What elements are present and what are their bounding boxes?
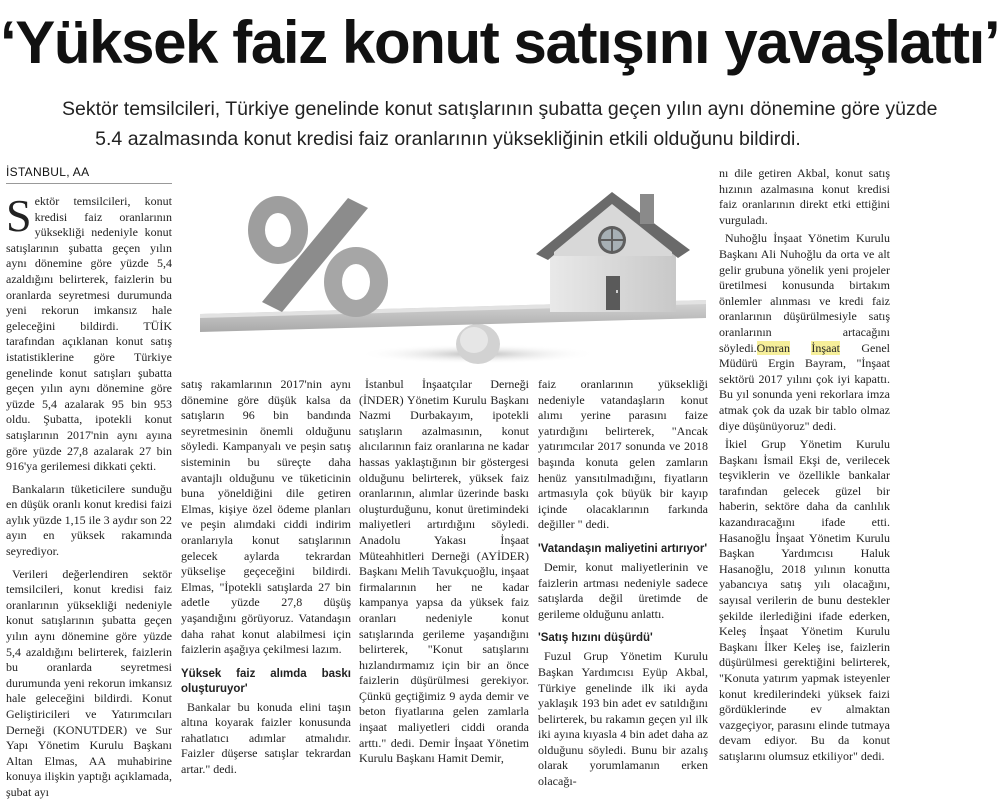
standfirst-line-1: Sektör temsilcileri, Türkiye genelinde konut satışlarının şubatta geçen yılın aynı dönemine göre yüzde bbox=[62, 98, 938, 120]
paragraph: Bankaların tüketicilere sunduğu en düşük oranlı konut kredisi faizi aylık yüzde 1,15 ile 3 aydır son 22 ayın en yüksek rakamında seyrediyor. bbox=[6, 481, 172, 559]
paragraph: Bankalar bu konuda elini taşın altına koyarak faizler konusunda rahatlatıcı adımlar atmalıdır. Faizler düşerse satışlar tekrardan artar." dedi. bbox=[181, 699, 351, 777]
subheading: Yüksek faiz alımda baskı oluşturuyor' bbox=[181, 667, 351, 695]
byline-rule bbox=[6, 183, 172, 184]
drop-cap: S bbox=[6, 190, 32, 241]
article-column-5 bbox=[719, 166, 890, 798]
article-column-3 bbox=[359, 377, 529, 798]
paragraph: İstanbul İnşaatçılar Derneği (İNDER) Yönetim Kurulu Başkanı Nazmi Durbakayım, ipotekli satışların azalmasının, konut alıcılarının faiz oranlarına ne kadar hassas yaklaştığının bir göstergesi olduğunu belirterek, yüksek faiz oranlarının, alımlar üzerinde baskı oluşturduğunu, konut üretimindeki maliyetleri artırdığını söyledi. Anadolu Yakası İnşaat Müteahhitleri Derneği (AYİDER) Başkanı Melih Tavukçuoğlu, inşaat firmalarının her ne kadar kampanya yapsa da yüksek faiz oranları nedeniyle konut satışlarında gerileme yaşandığını belirterek, "Konut satışlarını hızlandırmamız için bir an önce faizlerin düşürülmesi gerekiyor. Çünkü geçtiğimiz 9 ayda demir ve beton fiyatlarına gelen zamlarla inşaat maliyetleri ciddi oranda arttı." dedi. Demir İnşaat Yönetim Kurulu Başkanı Hamit Demir, bbox=[359, 377, 529, 766]
house-icon bbox=[536, 192, 690, 312]
standfirst bbox=[62, 94, 938, 154]
byline: İSTANBUL, AA bbox=[6, 165, 90, 179]
paragraph: Nuhoğlu İnşaat Yönetim Kurulu Başkanı Ali Nuhoğlu da orta ve alt gelir grubuna yönelik yeni projeler üretilmesi konusunda birtakım önlemler alınması ve kredi faiz oranlarının düşürülmesiyle satış oranlarının artacağını söyledi.Omran İnşaat Genel Müdürü Ergin Bayram, "İnşaat sektörü 2017 yılını çok iyi kapattı. Bu yıl sonunda yeni rekorlara imza atmak çok da uzak bir tablo olmaz diye düşünüyoruz" dedi. bbox=[719, 231, 890, 433]
paragraph: Fuzul Grup Yönetim Kurulu Başkan Yardımcısı Eyüp Akbal, Türkiye genelinde ilk iki ayda yaklaşık 193 bin adet ev satıldığını belirterek, bu rakamın geçen yıl ilk iki ayına kıyasla 4 bin adet daha az olduğunu söyledi. Bunu bir azalış olarak yorumlamanın erken olacağı- bbox=[538, 649, 708, 789]
paragraph: Verileri değerlendiren sektör temsilcileri, konut kredisi faiz oranlarının yüksekliği nedeniyle konut satışlarının şubatta geçen yılın aynı dönemine göre yüzde 5,4 azaldığını belirterek, faizlerin bu oranlarda seyretmesi durumunda yeni rekorun imkansız hale geleceğini bildirdi. Konut Geliştiricileri ve Yatırımcıları Derneği (KONUTDER) ve Sur Yapı Yönetim Kurulu Başkanı Altan Elmas, AA muhabirine konuya ilişkin yaptığı açıklamada, şubat ayı bbox=[6, 566, 172, 799]
standfirst-line-2: 5.4 azalmasında konut kredisi faiz oranlarının yüksekliğinin etkili olduğunu bildirdi. bbox=[95, 128, 801, 150]
article-column-4 bbox=[538, 377, 708, 798]
highlighted-text: İnşaat bbox=[811, 340, 840, 355]
paragraph: faiz oranlarının yüksekliği nedeniyle vatandaşların konut alımı yerine parasını faize yatırdığını belirterek, "Ancak yatırımcılar 2017 sonunda ve 2018 başında konuta gelen zamların henüz yansıtılmadığını, fiyatların artmasıyla çok büyük bir kayıp içinde olacaklarının farkında değiller " dedi. bbox=[538, 377, 708, 532]
article-column-1 bbox=[6, 190, 172, 799]
percent-sign-icon bbox=[248, 196, 388, 317]
subheading: 'Vatandaşın maliyetini artırıyor' bbox=[538, 542, 708, 555]
highlighted-text: Omran bbox=[756, 340, 790, 355]
subheading: 'Satış hızını düşürdü' bbox=[538, 632, 653, 645]
paragraph: İkiel Grup Yönetim Kurulu Başkanı İsmail Ekşi de, verilecek teşviklerin ve özellikle bankalar tarafından gelecek güzel bir haberin, sektöre daha da canlılık kazandıracağını ifade etti. Hasanoğlu İnşaat Yönetim Kurulu Başkan Yardımcısı Haluk Hasanoğlu, 2018 yılının konutta yabancıya satış yılı olacağını, sayısal verilerin de bunu destekler şekilde ilerlediğini ifade ederken, Keleş İnşaat Yönetim Kurulu Başkanı İlker Keleş ise, faizlerin düşürülmesi gerektiğini belirterek, "Konuta yatırım yapmak isteyenler konut kredilerindeki yüksek faizi gördüklerinde ev almaktan vazgeçiyor, parasını elinde tutmaya devam ediyor. Bu da konut satışlarını olumsuz etkiliyor" dedi. bbox=[719, 437, 890, 763]
paragraph: satış rakamlarının 2017'nin aynı dönemine göre düşük kalsa da satışların 96 bin bandında seyretmesinin önemli olduğunu söyledi. Kampanyalı ve peşin satış sisteminin bu süreçte daha avantajlı olduğunu ve tüketicinin buna yöneldiğini dile getiren Elmas, kişiye özel ödeme planları ve peşin alımdaki ciddi indirim oranlarıyla konut satışlarının gelecek aylarda tekrardan yükselişe geçeceğini bildirdi. Elmas, "İpotekli satışlarda 27 bin adetle yüzde 27,8 düşüş yaşandığını görüyoruz. Vatandaşın daha rahat konut alabilmesi için faizlerin aşağıya çekilmesi lazım. bbox=[181, 377, 351, 657]
illustration bbox=[178, 172, 723, 366]
headline: ‘Yüksek faiz konut satışını yavaşlattı’ bbox=[0, 9, 999, 76]
paragraph: Sektör temsilcileri, konut kredisi faiz oranlarının yüksekliği nedeniyle konut satışlarının şubatta geçen yılın aynı dönemine göre yüzde 5,4 azaldığını belirterek, faizlerin bu oranlarda seyretmesi durumunda yeni rekorun imkansız hale geleceğini bildirdi. TÜİK tarafından açıklanan konut satış istatistiklerine göre Türkiye genelinde konut satışları şubatta geçen yılın aynı dönemine göre yüzde 5,4 azalarak 95 bin 953 oldu. Şubatta, ipotekli konut satışlarının 2017'nin aynı ayına göre yüzde 27,8 azalarak 27 bin 916'ya gerilemesi dikkati çekti. bbox=[6, 190, 172, 474]
paragraph: nı dile getiren Akbal, konut satış hızının azalmasına konut kredisi faiz oranlarının direkt etki ettiğini vurguladı. bbox=[719, 166, 890, 227]
paragraph: Demir, konut maliyetlerinin ve faizlerin artması nedeniyle sadece satışlarda değil üretimde de gerileme olduğunu anlattı. bbox=[538, 559, 708, 621]
article-column-2 bbox=[181, 377, 351, 798]
